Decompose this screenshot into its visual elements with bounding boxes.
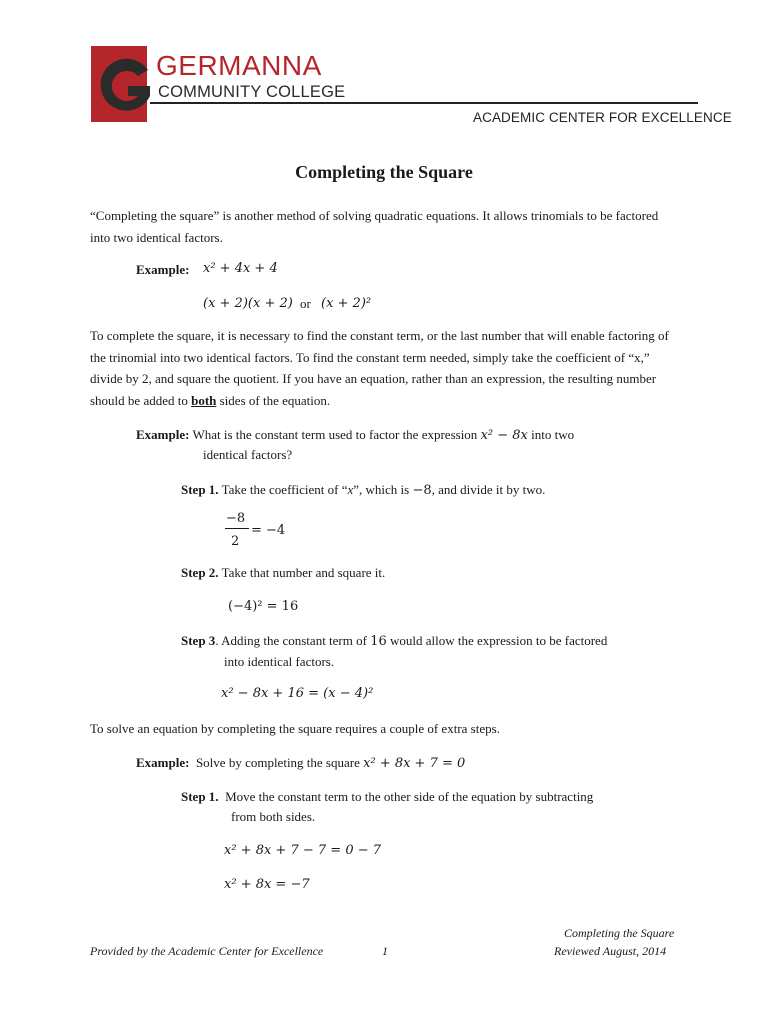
brand-name: GERMANNA <box>156 50 322 81</box>
brand-subtitle: COMMUNITY COLLEGE <box>158 83 346 101</box>
example2-step3-line2: into identical factors. <box>224 654 335 669</box>
footer-provider: Provided by the Academic Center for Excellence <box>90 944 324 958</box>
extra-steps-paragraph: To solve an equation by completing the square requires a couple of extra steps. <box>90 721 500 736</box>
page-title: Completing the Square <box>295 162 473 182</box>
intro-paragraph: “Completing the square” is another method of solving quadratic equations. It allows trinomials to be factored into two identical factors. <box>90 208 659 245</box>
college-logo-icon <box>96 56 156 116</box>
example2-step3-equation: x² − 8x + 16 = (x − 4)² <box>221 686 374 701</box>
footer-reviewed-date: Reviewed August, 2014 <box>554 944 667 958</box>
header-rule <box>150 102 698 104</box>
example2-question-line1: Example: What is the constant term used to factor the expression x² − 8x into two <box>136 427 575 443</box>
example3-step1-line2: from both sides. <box>231 809 316 824</box>
example1-expression: x² + 4x + 4 <box>203 261 278 276</box>
example3-equation1: x² + 8x + 7 − 7 = 0 − 7 <box>224 843 382 858</box>
center-name: ACADEMIC CENTER FOR EXCELLENCE <box>473 110 732 125</box>
fraction-result: = −4 <box>251 523 286 538</box>
example2-step2-equation: (−4)² = 16 <box>228 599 299 614</box>
fraction-bar <box>225 528 249 529</box>
example2-step3: Step 3. Adding the constant term of 16 would allow the expression to be factored <box>181 633 608 649</box>
example3-line: Example: Solve by completing the square x² + 8x + 7 = 0 <box>136 755 466 771</box>
example1-factored-a: (x + 2)(x + 2) <box>203 296 293 311</box>
emphasis-both: both <box>191 392 217 408</box>
explanation-paragraph: To complete the square, it is necessary to find the constant term, or the last number that will enable factoring of the trinomial into two identical factors. To find the constant term needed, simply take the coefficient of “x,” divide by 2, and square the quotient. If you have an equation, rather than an expression, the resulting number should be added to both sides of the equation. <box>90 328 669 408</box>
example2-step1: Step 1. Take the coefficient of “x”, which is −8, and divide it by two. <box>181 482 546 498</box>
footer-doc-title: Completing the Square <box>564 926 675 940</box>
example2-question-line2: identical factors? <box>203 447 293 462</box>
example1-factored-b: (x + 2)² <box>321 296 372 311</box>
example2-step2: Step 2. Take that number and square it. <box>181 565 386 580</box>
example3-equation2: x² + 8x = −7 <box>224 877 310 892</box>
fraction-numerator: −8 <box>226 511 246 526</box>
example3-step1: Step 1. Move the constant term to the other side of the equation by subtracting <box>181 789 594 804</box>
footer-page-number: 1 <box>382 944 388 958</box>
fraction-denominator: 2 <box>231 534 240 549</box>
example1-or: or <box>300 296 311 311</box>
example1-label: Example: <box>136 262 190 277</box>
